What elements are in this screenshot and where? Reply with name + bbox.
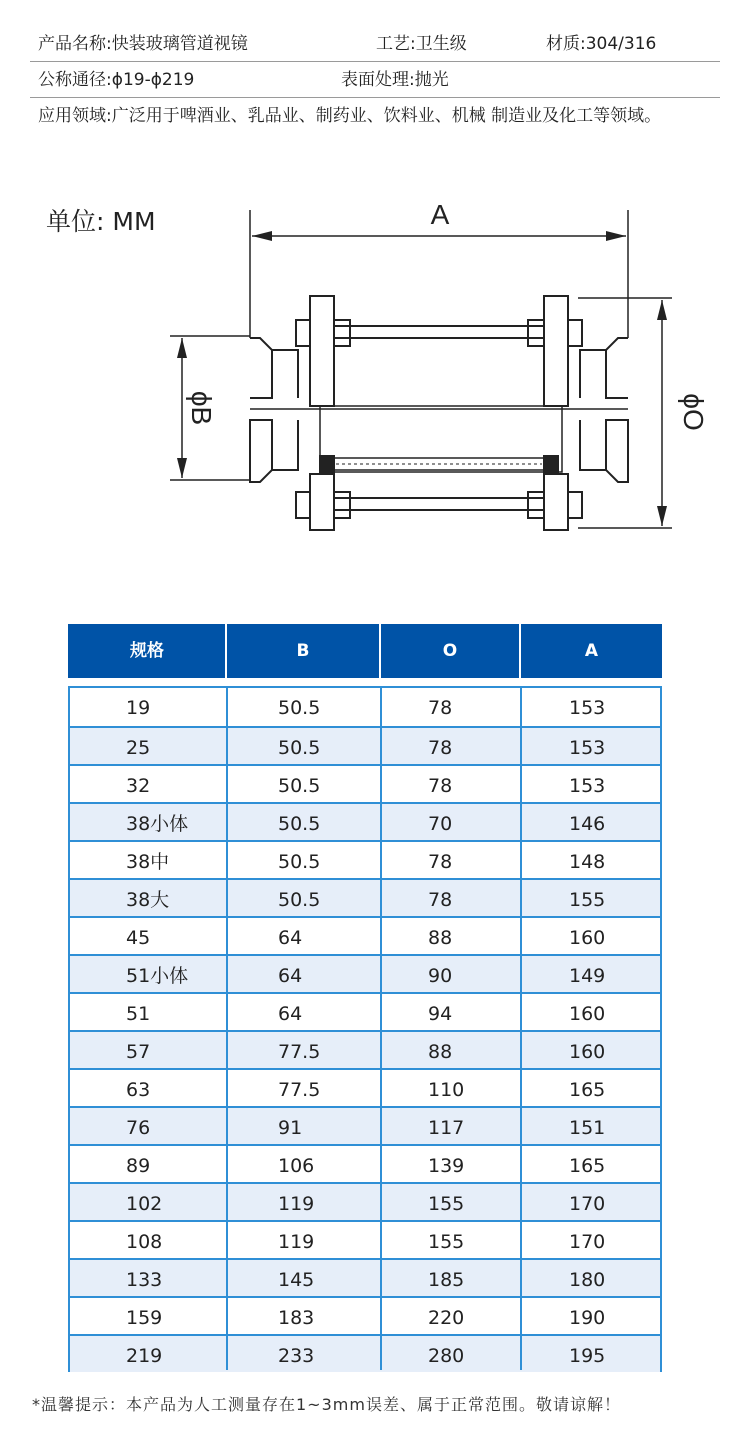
- cell-b: 106: [278, 1155, 315, 1177]
- column-divider: [520, 688, 522, 1370]
- cell-spec: 38中: [126, 851, 170, 873]
- process: 工艺:卫生级: [376, 34, 467, 54]
- cell-o: 185: [428, 1269, 465, 1291]
- cell-a: 190: [569, 1307, 606, 1329]
- cell-spec: 219: [126, 1345, 163, 1367]
- table-row: [70, 1182, 660, 1220]
- cell-o: 220: [428, 1307, 465, 1329]
- material: 材质:304/316: [546, 34, 657, 54]
- cell-b: 119: [278, 1193, 315, 1215]
- table-row: [70, 916, 660, 954]
- table-row: [70, 726, 660, 764]
- table-row: [70, 688, 660, 726]
- table-body: [68, 686, 662, 1372]
- cell-b: 77.5: [278, 1079, 321, 1101]
- cell-a: 153: [569, 737, 606, 759]
- cell-b: 64: [278, 1003, 303, 1025]
- cell-b: 77.5: [278, 1041, 321, 1063]
- cell-b: 91: [278, 1117, 303, 1139]
- cell-b: 50.5: [278, 737, 321, 759]
- cell-spec: 57: [126, 1041, 151, 1063]
- cell-a: 160: [569, 1041, 606, 1063]
- cell-a: 160: [569, 927, 606, 949]
- cell-o: 155: [428, 1231, 465, 1253]
- table-row: [70, 1220, 660, 1258]
- unit-label: 单位: MM: [46, 207, 156, 236]
- cell-a: 165: [569, 1155, 606, 1177]
- cell-o: 280: [428, 1345, 465, 1367]
- cell-spec: 76: [126, 1117, 151, 1139]
- cell-spec: 51小体: [126, 965, 189, 987]
- table-row: [70, 802, 660, 840]
- cell-spec: 32: [126, 775, 151, 797]
- cell-a: 195: [569, 1345, 606, 1367]
- cell-spec: 133: [126, 1269, 163, 1291]
- product-name: 产品名称:快装玻璃管道视镜: [38, 34, 248, 54]
- cell-b: 50.5: [278, 889, 321, 911]
- cell-spec: 19: [126, 697, 151, 719]
- divider: [30, 61, 720, 62]
- cell-a: 155: [569, 889, 606, 911]
- cell-spec: 108: [126, 1231, 163, 1253]
- table-row: [70, 1106, 660, 1144]
- cell-spec: 51: [126, 1003, 151, 1025]
- cell-o: 88: [428, 927, 453, 949]
- dimension-o-label: ϕO: [678, 393, 709, 431]
- cell-spec: 159: [126, 1307, 163, 1329]
- header-o: O: [442, 641, 458, 661]
- table-row: [70, 954, 660, 992]
- dimension-b-label: ϕB: [186, 390, 217, 426]
- cell-a: 165: [569, 1079, 606, 1101]
- cell-b: 233: [278, 1345, 315, 1367]
- column-divider: [226, 688, 228, 1370]
- cell-b: 119: [278, 1231, 315, 1253]
- nominal-diameter: 公称通径:ϕ19-ϕ219: [38, 70, 195, 90]
- header-b: B: [296, 641, 310, 661]
- cell-o: 78: [428, 775, 453, 797]
- cell-o: 94: [428, 1003, 453, 1025]
- cell-a: 153: [569, 775, 606, 797]
- cell-spec: 25: [126, 737, 151, 759]
- cell-a: 149: [569, 965, 606, 987]
- cell-a: 153: [569, 697, 606, 719]
- table-row: [70, 878, 660, 916]
- table-row: [70, 1296, 660, 1334]
- cell-a: 151: [569, 1117, 606, 1139]
- cell-spec: 38小体: [126, 813, 189, 835]
- cell-o: 90: [428, 965, 453, 987]
- cell-b: 50.5: [278, 697, 321, 719]
- cell-o: 78: [428, 851, 453, 873]
- cell-a: 180: [569, 1269, 606, 1291]
- column-divider: [380, 688, 382, 1370]
- disclaimer-note: *温馨提示：本产品为人工测量存在1~3mm误差、属于正常范围。敬请谅解！: [32, 1395, 621, 1414]
- table-row: [70, 1068, 660, 1106]
- cell-o: 117: [428, 1117, 465, 1139]
- table-row: [70, 1334, 660, 1372]
- cell-o: 78: [428, 889, 453, 911]
- header-a: A: [584, 641, 599, 661]
- cell-b: 183: [278, 1307, 315, 1329]
- cell-b: 50.5: [278, 813, 321, 835]
- table-row: [70, 1144, 660, 1182]
- surface-treatment: 表面处理:抛光: [341, 70, 449, 90]
- cell-a: 148: [569, 851, 606, 873]
- dimension-a-label: A: [430, 199, 450, 230]
- cell-o: 70: [428, 813, 453, 835]
- table-row: [70, 992, 660, 1030]
- cell-spec: 102: [126, 1193, 163, 1215]
- cell-b: 64: [278, 965, 303, 987]
- cell-o: 88: [428, 1041, 453, 1063]
- cell-o: 78: [428, 737, 453, 759]
- cell-spec: 38大: [126, 889, 170, 911]
- cell-b: 145: [278, 1269, 315, 1291]
- divider: [30, 97, 720, 98]
- cell-a: 170: [569, 1231, 606, 1253]
- cell-a: 160: [569, 1003, 606, 1025]
- cell-o: 139: [428, 1155, 465, 1177]
- application-field: 应用领域:广泛用于啤酒业、乳品业、制药业、饮料业、机械 制造业及化工等领域。: [38, 106, 662, 126]
- table-header: [68, 624, 662, 678]
- cell-o: 155: [428, 1193, 465, 1215]
- table-row: [70, 764, 660, 802]
- table-row: [70, 1258, 660, 1296]
- cell-b: 50.5: [278, 775, 321, 797]
- cell-spec: 45: [126, 927, 151, 949]
- cell-b: 50.5: [278, 851, 321, 873]
- cell-a: 170: [569, 1193, 606, 1215]
- header-spec: 规格: [130, 641, 164, 661]
- cell-spec: 89: [126, 1155, 151, 1177]
- table-row: [70, 840, 660, 878]
- cell-a: 146: [569, 813, 606, 835]
- sight-glass-drawing: [160, 190, 720, 550]
- cell-o: 78: [428, 697, 453, 719]
- cell-spec: 63: [126, 1079, 151, 1101]
- cell-b: 64: [278, 927, 303, 949]
- cell-o: 110: [428, 1079, 465, 1101]
- table-row: [70, 1030, 660, 1068]
